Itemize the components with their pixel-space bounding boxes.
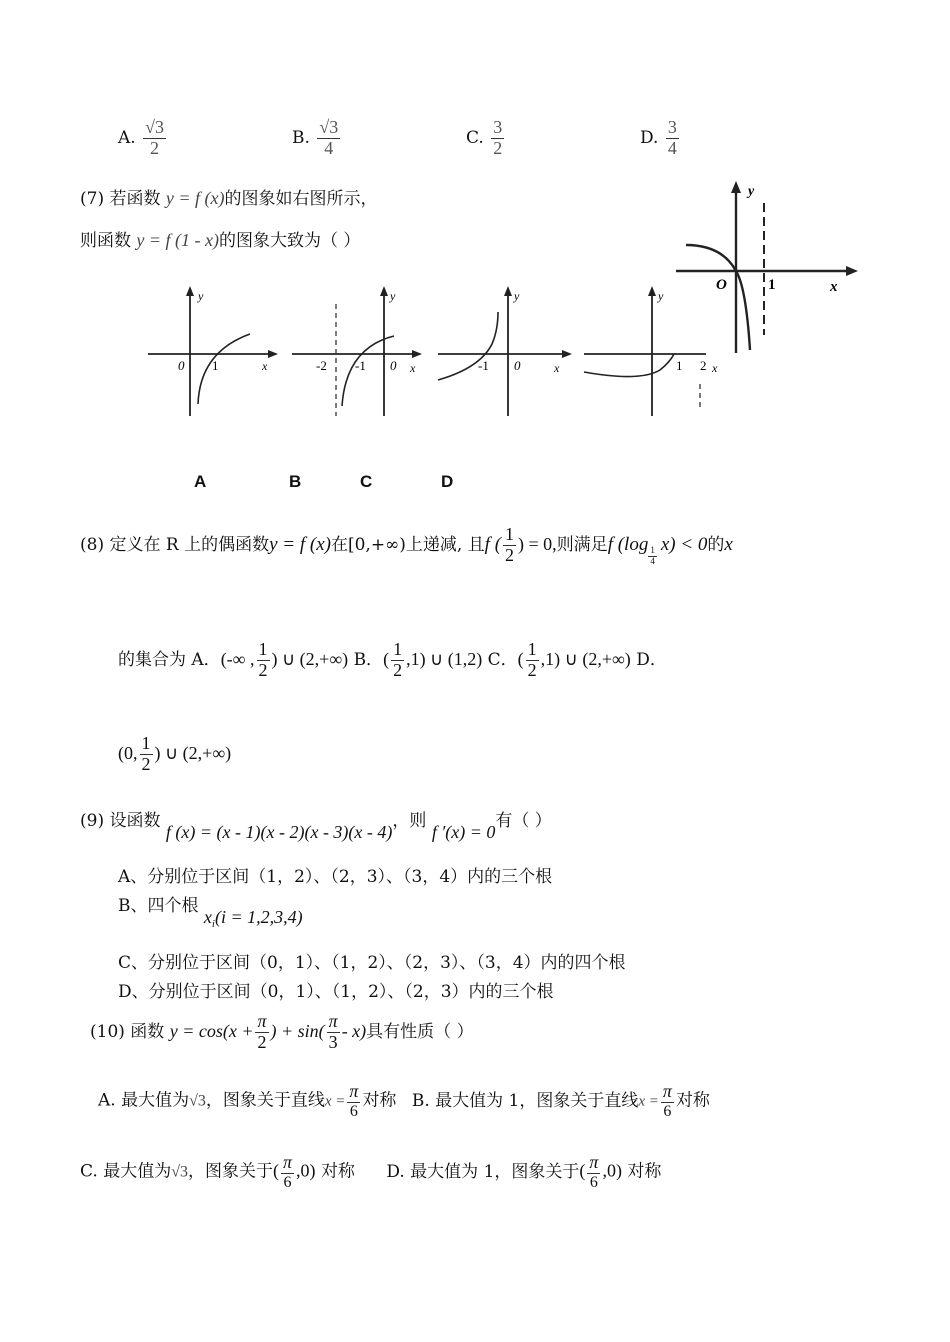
fraction-pi-2: $\frac{\pi}{2}$	[257, 1011, 267, 1052]
fraction-half: $\frac{1}{2}$	[505, 524, 515, 565]
fraction-half: $\frac{1}{2}$	[141, 733, 151, 774]
svg-text:-1: -1	[478, 358, 489, 373]
ref-tick-label: 1	[768, 277, 776, 293]
q9-option-d: D、分别位于区间（0，1）、（1，2）、（2，3）内的三个根	[118, 982, 554, 1002]
graph-b	[292, 286, 422, 416]
fraction-half: $\frac{1}{2}$	[527, 639, 537, 680]
svg-text:0: 0	[514, 358, 521, 373]
svg-text:y: y	[658, 289, 664, 303]
svg-text:2: 2	[700, 358, 707, 373]
fraction-pi-6: $\frac{\pi}{6}$	[589, 1152, 599, 1191]
q8-stem: (8) 定义在 R 上的偶函数y = f (x)在[0,+∞)上递减, 且f ( $\frac{1}{2}$ ) = 0,则满足f (log $\frac{1}{4}$ x) < 0的x	[80, 524, 733, 566]
q7-line1: (7) 若函数 y = f (x)的图象如右图所示，	[80, 188, 378, 209]
q8-options-line: 的集合为 A．(-∞ , $\frac{1}{2}$ ) ∪ (2,+∞) B．( $\frac{1}{2}$ ,1) ∪ (1,2) C．( $\frac{1}{2}$ ,1) ∪ (2,+∞) D．	[118, 639, 667, 680]
ref-origin-label: O	[716, 277, 727, 293]
ref-y-label: y	[748, 184, 755, 199]
svg-text:0: 0	[178, 358, 185, 373]
fraction-half: $\frac{1}{2}$	[393, 639, 403, 680]
fraction: $\frac{3}{4}$	[667, 117, 677, 158]
svg-text:x: x	[262, 359, 268, 373]
q9-option-a: A、分别位于区间（1，2）、（2，3）、（3，4）内的三个根	[118, 867, 553, 887]
q6-option-d: D. $\frac{3}{4}$	[640, 117, 677, 158]
q7-line2: 则函数 y = f (1 - x)的图象大致为（ ）	[80, 230, 361, 251]
graph-c	[438, 286, 572, 416]
svg-text:x: x	[554, 361, 560, 375]
log-base: $\frac{1}{4}$	[650, 544, 655, 566]
graph-label-a: A	[194, 472, 207, 491]
fraction-pi-6: $\frac{\pi}{6}$	[349, 1081, 359, 1120]
q9-stem: (9) 设函数 f (x) = (x - 1)(x - 2)(x - 3)(x - 4)，则 f ′(x) = 0有（ ）	[80, 811, 552, 842]
svg-text:x: x	[712, 361, 718, 375]
fraction-pi-3: $\frac{\pi}{3}$	[328, 1011, 338, 1052]
q9-option-c: C、分别位于区间（0，1）、（1，2）、（2，3）、（3，4）内的四个根	[118, 953, 626, 973]
graph-label-c: C	[360, 472, 373, 491]
svg-text:y: y	[514, 289, 520, 303]
svg-text:y: y	[198, 289, 204, 303]
svg-text:-1: -1	[355, 358, 366, 373]
svg-text:1: 1	[212, 358, 219, 373]
graph-label-d: D	[441, 472, 454, 491]
fraction: $\frac{3}{2}$	[493, 117, 503, 158]
q7-option-graphs	[140, 282, 730, 422]
fraction-pi-6: $\frac{\pi}{6}$	[662, 1081, 672, 1120]
svg-text:y: y	[390, 289, 396, 303]
fraction: $\frac{√3}{2}$	[145, 117, 164, 158]
q10-options-cd: C. 最大值为√3，图象关于( $\frac{\pi}{6}$ ,0) 对称 D. 最大值为 1，图象关于( $\frac{\pi}{6}$ ,0) 对称	[80, 1152, 662, 1191]
graph-d	[584, 286, 718, 416]
fraction: $\frac{√3}{4}$	[319, 117, 339, 158]
svg-text:0: 0	[390, 358, 397, 373]
graph-label-b: B	[289, 472, 302, 491]
svg-text:-2: -2	[316, 358, 327, 373]
q10-options-ab: A. 最大值为√3，图象关于直线x = $\frac{\pi}{6}$ 对称 B. 最大值为 1，图象关于直线x = $\frac{\pi}{6}$ 对称	[98, 1081, 710, 1120]
ref-x-label: x	[830, 279, 838, 295]
q10-stem: (10) 函数 y = cos(x + $\frac{\pi}{2}$ ) + sin( $\frac{\pi}{3}$ - x)具有性质（ ）	[90, 1011, 474, 1052]
svg-text:x: x	[410, 361, 416, 375]
fraction-pi-6: $\frac{\pi}{6}$	[283, 1152, 293, 1191]
q6-option-c: C. $\frac{3}{2}$	[466, 117, 503, 158]
q6-option-a: A. $\frac{√3}{2}$	[118, 117, 164, 158]
fraction-half: $\frac{1}{2}$	[258, 639, 268, 680]
graph-a	[148, 286, 278, 416]
q6-option-b: B. $\frac{√3}{4}$	[292, 117, 339, 158]
q8-option-d: (0, $\frac{1}{2}$ ) ∪ (2,+∞)	[118, 733, 232, 774]
q9-option-b: B、四个根 $x_i(i = 1,2,3,4)$	[118, 896, 303, 931]
svg-text:1: 1	[676, 358, 683, 373]
